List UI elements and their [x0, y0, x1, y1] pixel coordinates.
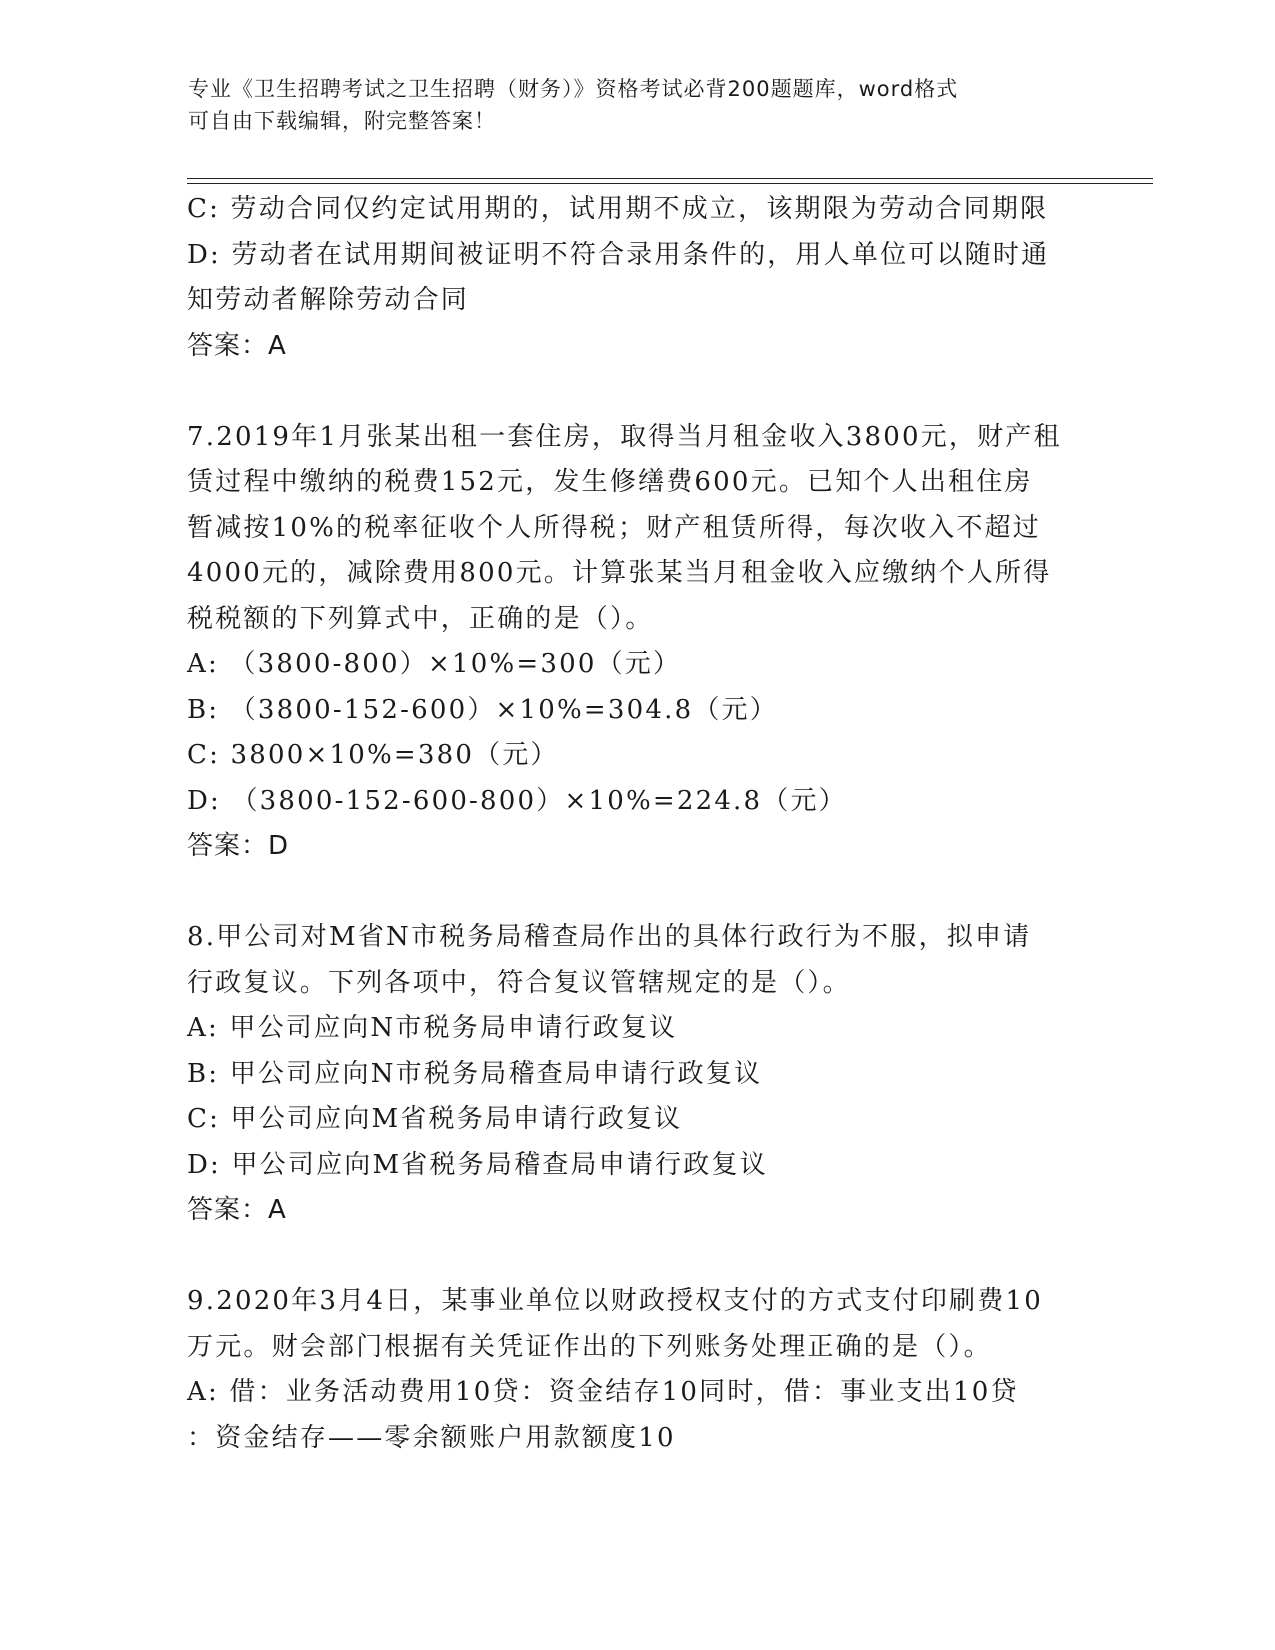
option-c: C: 劳动合同仅约定试用期的，试用期不成立，该期限为劳动合同期限	[187, 194, 1049, 224]
header-divider-bottom	[187, 183, 1153, 184]
header-title-line-2: 可自由下载编辑，附完整答案！	[188, 109, 496, 133]
option-d-continued: 知劳动者解除劳动合同	[187, 285, 470, 315]
question-stem: 暂减按10%的税率征收个人所得税；财产租赁所得，每次收入不超过	[187, 512, 1041, 543]
option-b: B: 甲公司应向N市税务局稽查局申请行政复议	[187, 1058, 763, 1089]
header-divider-top	[187, 178, 1153, 179]
question-content	[187, 187, 1087, 1461]
question-7	[187, 415, 1087, 870]
answer: 答案：A	[187, 330, 287, 361]
option-a: A: （3800-800）×10%=300（元）	[187, 649, 682, 679]
header-title-line-1: 专业《卫生招聘考试之卫生招聘（财务）》资格考试必背200题题库，word格式	[188, 77, 959, 101]
option-b: B: （3800-152-600）×10%=304.8（元）	[187, 694, 778, 725]
question-stem: 9.2020年3月4日，某事业单位以财政授权支付的方式支付印刷费10	[187, 1286, 1043, 1316]
spacer	[187, 870, 1087, 916]
question-stem: 7.2019年1月张某出租一套住房，取得当月租金收入3800元，财产租	[187, 421, 1062, 452]
question-stem: 万元。财会部门根据有关凭证作出的下列账务处理正确的是（）。	[187, 1331, 992, 1362]
question-stem: 税税额的下列算式中，正确的是（）。	[187, 603, 654, 634]
question-6-tail	[187, 187, 1087, 369]
question-stem: 行政复议。下列各项中，符合复议管辖规定的是（）。	[187, 967, 851, 998]
answer: 答案：A	[187, 1195, 287, 1225]
spacer	[187, 1234, 1087, 1280]
option-d: D: （3800-152-600-800）×10%=224.8（元）	[187, 785, 847, 816]
question-stem: 赁过程中缴纳的税费152元，发生修缮费600元。已知个人出租住房	[187, 467, 1033, 497]
option-d: D: 甲公司应向M省税务局稽查局申请行政复议	[187, 1149, 768, 1180]
option-a: A: 借：业务活动费用10贷：资金结存10同时，借：事业支出10贷	[187, 1377, 1019, 1407]
option-c: C: 甲公司应向M省税务局申请行政复议	[187, 1104, 683, 1134]
option-a: A: 甲公司应向N市税务局申请行政复议	[187, 1013, 678, 1043]
question-9	[187, 1279, 1087, 1461]
option-d: D: 劳动者在试用期间被证明不符合录用条件的，用人单位可以随时通	[187, 239, 1050, 270]
spacer	[187, 369, 1087, 415]
answer: 答案：D	[187, 831, 290, 861]
document-header	[188, 73, 1068, 137]
option-a-continued: ：资金结存——零余额账户用款额度10	[187, 1422, 676, 1453]
question-8	[187, 915, 1087, 1234]
question-stem: 4000元的，减除费用800元。计算张某当月租金收入应缴纳个人所得	[187, 558, 1052, 588]
option-c: C: 3800×10%=380（元）	[187, 740, 559, 770]
question-stem: 8.甲公司对M省N市税务局稽查局作出的具体行政行为不服，拟申请	[187, 922, 1032, 952]
